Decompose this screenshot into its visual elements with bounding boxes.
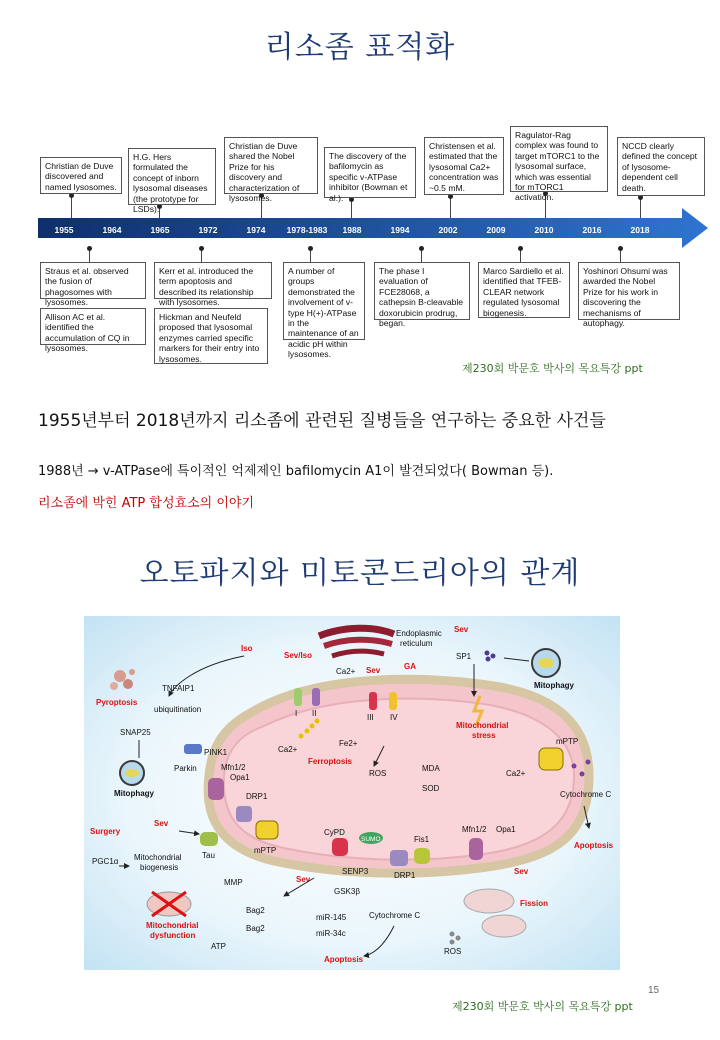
label-complex-iii: III	[367, 713, 374, 722]
page-title-top: 리소좀 표적화	[264, 30, 456, 65]
label-ferroptosis: Ferroptosis	[308, 757, 353, 766]
label-mptp-left: mPTP	[254, 846, 277, 855]
label-biogen2: biogenesis	[140, 863, 179, 872]
timeline-event-bottom: A number of groups demonstrated the involvement of v-type H(+)-ATPase in the maintenance of an acidic pH within lysosomes.	[283, 262, 365, 340]
label-fis1: Fis1	[414, 835, 430, 844]
label-complex-iv: IV	[390, 713, 398, 722]
label-sp1: SP1	[456, 652, 472, 661]
mptp-icon	[256, 821, 278, 839]
label-senp3: SENP3	[342, 867, 369, 876]
label-ca: Ca2+	[336, 667, 356, 676]
fis1-icon	[414, 848, 430, 864]
drp1-icon	[236, 806, 252, 822]
year-label: 1965	[150, 225, 170, 235]
label-mir34: miR-34c	[316, 929, 346, 938]
timeline-event-bottom: Yoshinori Ohsumi was awarded the Nobel Prize for his work in discovering the mechanisms of autophagy.	[578, 262, 680, 320]
timeline-event-bottom: Hickman and Neufeld proposed that lysosomal enzymes carried specific markers for their entry into lysosomes.	[154, 308, 268, 364]
mptp-icon	[539, 748, 563, 770]
tau-icon	[200, 832, 218, 846]
timeline-event-top: NCCD clearly defined the concept of lysosome-dependent cell death.	[617, 137, 705, 196]
pink1-icon	[184, 744, 202, 754]
label-pgc: PGC1α	[92, 857, 119, 866]
label-fe: Fe2+	[339, 739, 358, 748]
complex-iii	[369, 692, 377, 710]
source-caption: 제230회 박문호 박사의 목요특강 ppt	[452, 1000, 633, 1013]
year-label: 1978-1983	[286, 225, 328, 235]
label-sev-center: Sev	[296, 875, 311, 884]
label-mptp-right: mPTP	[556, 737, 579, 746]
timeline-dot	[199, 246, 204, 251]
timeline-event-bottom: Allison AC et al. identified the accumulation of CQ in lysosomes.	[40, 308, 146, 345]
body-text-line: 1955년부터 2018년까지 리소좀에 관련된 질병들을 연구하는 중요한 사건들	[38, 411, 606, 431]
timeline-event-bottom: The phase I evaluation of FCE28068, a cathepsin B-cleavable doxorubicin prodrug, began.	[374, 262, 470, 320]
label-snap25: SNAP25	[120, 728, 151, 737]
year-label: 1972	[198, 225, 218, 235]
drp1-icon	[390, 850, 408, 866]
label-atp: ATP	[211, 942, 226, 951]
label-drp1: DRP1	[246, 792, 268, 801]
complex-ii	[312, 688, 320, 706]
complex-i	[294, 688, 302, 706]
label-sod: SOD	[422, 784, 440, 793]
label-mitophagy-top: Mitophagy	[534, 681, 574, 690]
autophagy-mitochondria-diagram	[84, 616, 620, 970]
label-sev: Sev	[454, 625, 469, 634]
label-mda: MDA	[422, 764, 440, 773]
timeline-event-top: Ragulator-Rag complex was found to target mTORC1 to the lysosomal surface, which was essential for mTORC1 activation.	[510, 126, 608, 192]
label-bag2-1: Bag2	[246, 906, 265, 915]
label-ga: GA	[404, 662, 416, 671]
label-complex-ii: II	[312, 709, 317, 718]
label-surgery: Surgery	[90, 827, 121, 836]
timeline-event-top: The discovery of the bafilomycin as specific v-ATPase inhibitor (Bowman et al.).	[324, 147, 416, 198]
label-mfn: Mfn1/2	[221, 763, 246, 772]
highlight-text-line: 리소좀에 박힌 ATP 합성효소의 이야기	[38, 496, 255, 511]
label-er2: reticulum	[400, 639, 433, 648]
label-bag2-2: Bag2	[246, 924, 265, 933]
label-sev-left: Sev	[154, 819, 169, 828]
year-label: 2009	[486, 225, 506, 235]
label-dys1: Mitochondrial	[146, 921, 199, 930]
year-label: 2002	[438, 225, 458, 235]
label-complex-i: I	[295, 709, 298, 718]
body-text-line: 1988년 → v-ATPase에 특이적인 억제제인 bafilomycin A1이 발견되었다( Bowman 등).	[38, 464, 554, 479]
year-label: 2018	[630, 225, 650, 235]
timeline-event-top: Christian de Duve discovered and named lysosomes.	[40, 157, 122, 194]
timeline-dot	[419, 246, 424, 251]
label-sev-2: Sev	[366, 666, 381, 675]
label-stress1: Mitochondrial	[456, 721, 509, 730]
label-fission: Fission	[520, 899, 549, 908]
label-ubiq: ubiquitination	[154, 705, 202, 714]
timeline-event-top: Christian de Duve shared the Nobel Prize for his discovery and characterization of lysosomes.	[224, 137, 318, 194]
cypd-icon	[332, 838, 348, 856]
label-opa1-right: Opa1	[496, 825, 516, 834]
label-tnfaip1: TNFAIP1	[162, 684, 195, 693]
label-drp1-center: DRP1	[394, 871, 416, 880]
mfn-icon	[208, 778, 224, 800]
timeline-dot	[518, 246, 523, 251]
page-title-bottom: 오토파지와 미토콘드리아의 관계	[139, 556, 581, 591]
year-label: 1955	[54, 225, 74, 235]
label-mitophagy-left: Mitophagy	[114, 789, 154, 798]
label-ros: ROS	[369, 769, 387, 778]
label-cypd: CyPD	[324, 828, 345, 837]
label-apoptosis-right: Apoptosis	[574, 841, 614, 850]
timeline-event-top: Christensen et al. estimated that the lysosomal Ca2+ concentration was ~0.5 mM.	[424, 137, 504, 195]
label-mir145: miR-145	[316, 913, 347, 922]
timeline-event-bottom: Straus et al. observed the fusion of phagosomes with lysosomes.	[40, 262, 146, 299]
label-stress2: stress	[472, 731, 496, 740]
timeline-dot	[618, 246, 623, 251]
label-biogen1: Mitochondrial	[134, 853, 182, 862]
label-mmp: MMP	[224, 878, 243, 887]
label-gsk: GSK3β	[334, 887, 360, 896]
timeline-dot	[308, 246, 313, 251]
fission-mito-icon	[464, 889, 514, 913]
timeline-event-top: H.G. Hers formulated the concept of inborn lysosomal diseases (the prototype for LSDs).	[128, 148, 216, 205]
label-ca-2: Ca2+	[278, 745, 298, 754]
label-ros-bottom: ROS	[444, 947, 462, 956]
page-number: 15	[648, 985, 660, 996]
label-cytc-center: Cytochrome C	[369, 911, 421, 920]
timeline-event-bottom: Marco Sardiello et al. identified that TFEB-CLEAR network regulated lysosomal biogenesis.	[478, 262, 570, 318]
label-seviso: Sev/Iso	[284, 651, 313, 660]
complex-iv	[389, 692, 397, 710]
year-label: 2010	[534, 225, 554, 235]
label-er: Endoplasmic	[396, 629, 442, 638]
label-iso: Iso	[241, 644, 253, 653]
mfn-icon	[469, 838, 483, 860]
label-ca-3: Ca2+	[506, 769, 526, 778]
year-label: 1994	[390, 225, 410, 235]
label-pyroptosis: Pyroptosis	[96, 698, 138, 707]
label-dys2: dysfunction	[150, 931, 196, 940]
label-sev-right: Sev	[514, 867, 529, 876]
label-apoptosis-center: Apoptosis	[324, 955, 364, 964]
label-tau: Tau	[202, 851, 215, 860]
year-label: 2016	[582, 225, 602, 235]
year-label: 1988	[342, 225, 362, 235]
timeline-dot	[87, 246, 92, 251]
source-caption: 제230회 박문호 박사의 목요특강 ppt	[462, 362, 643, 375]
timeline-event-bottom: Kerr et al. introduced the term apoptosis and described its relationship with lysosomes.	[154, 262, 272, 299]
year-label: 1974	[246, 225, 266, 235]
label-pink1: PINK1	[204, 748, 228, 757]
label-parkin: Parkin	[174, 764, 197, 773]
label-opa1: Opa1	[230, 773, 250, 782]
label-mfn-right: Mfn1/2	[462, 825, 487, 834]
year-label: 1964	[102, 225, 122, 235]
label-sumo: SUMO	[361, 836, 381, 843]
label-cytc-right: Cytochrome C	[560, 790, 612, 799]
